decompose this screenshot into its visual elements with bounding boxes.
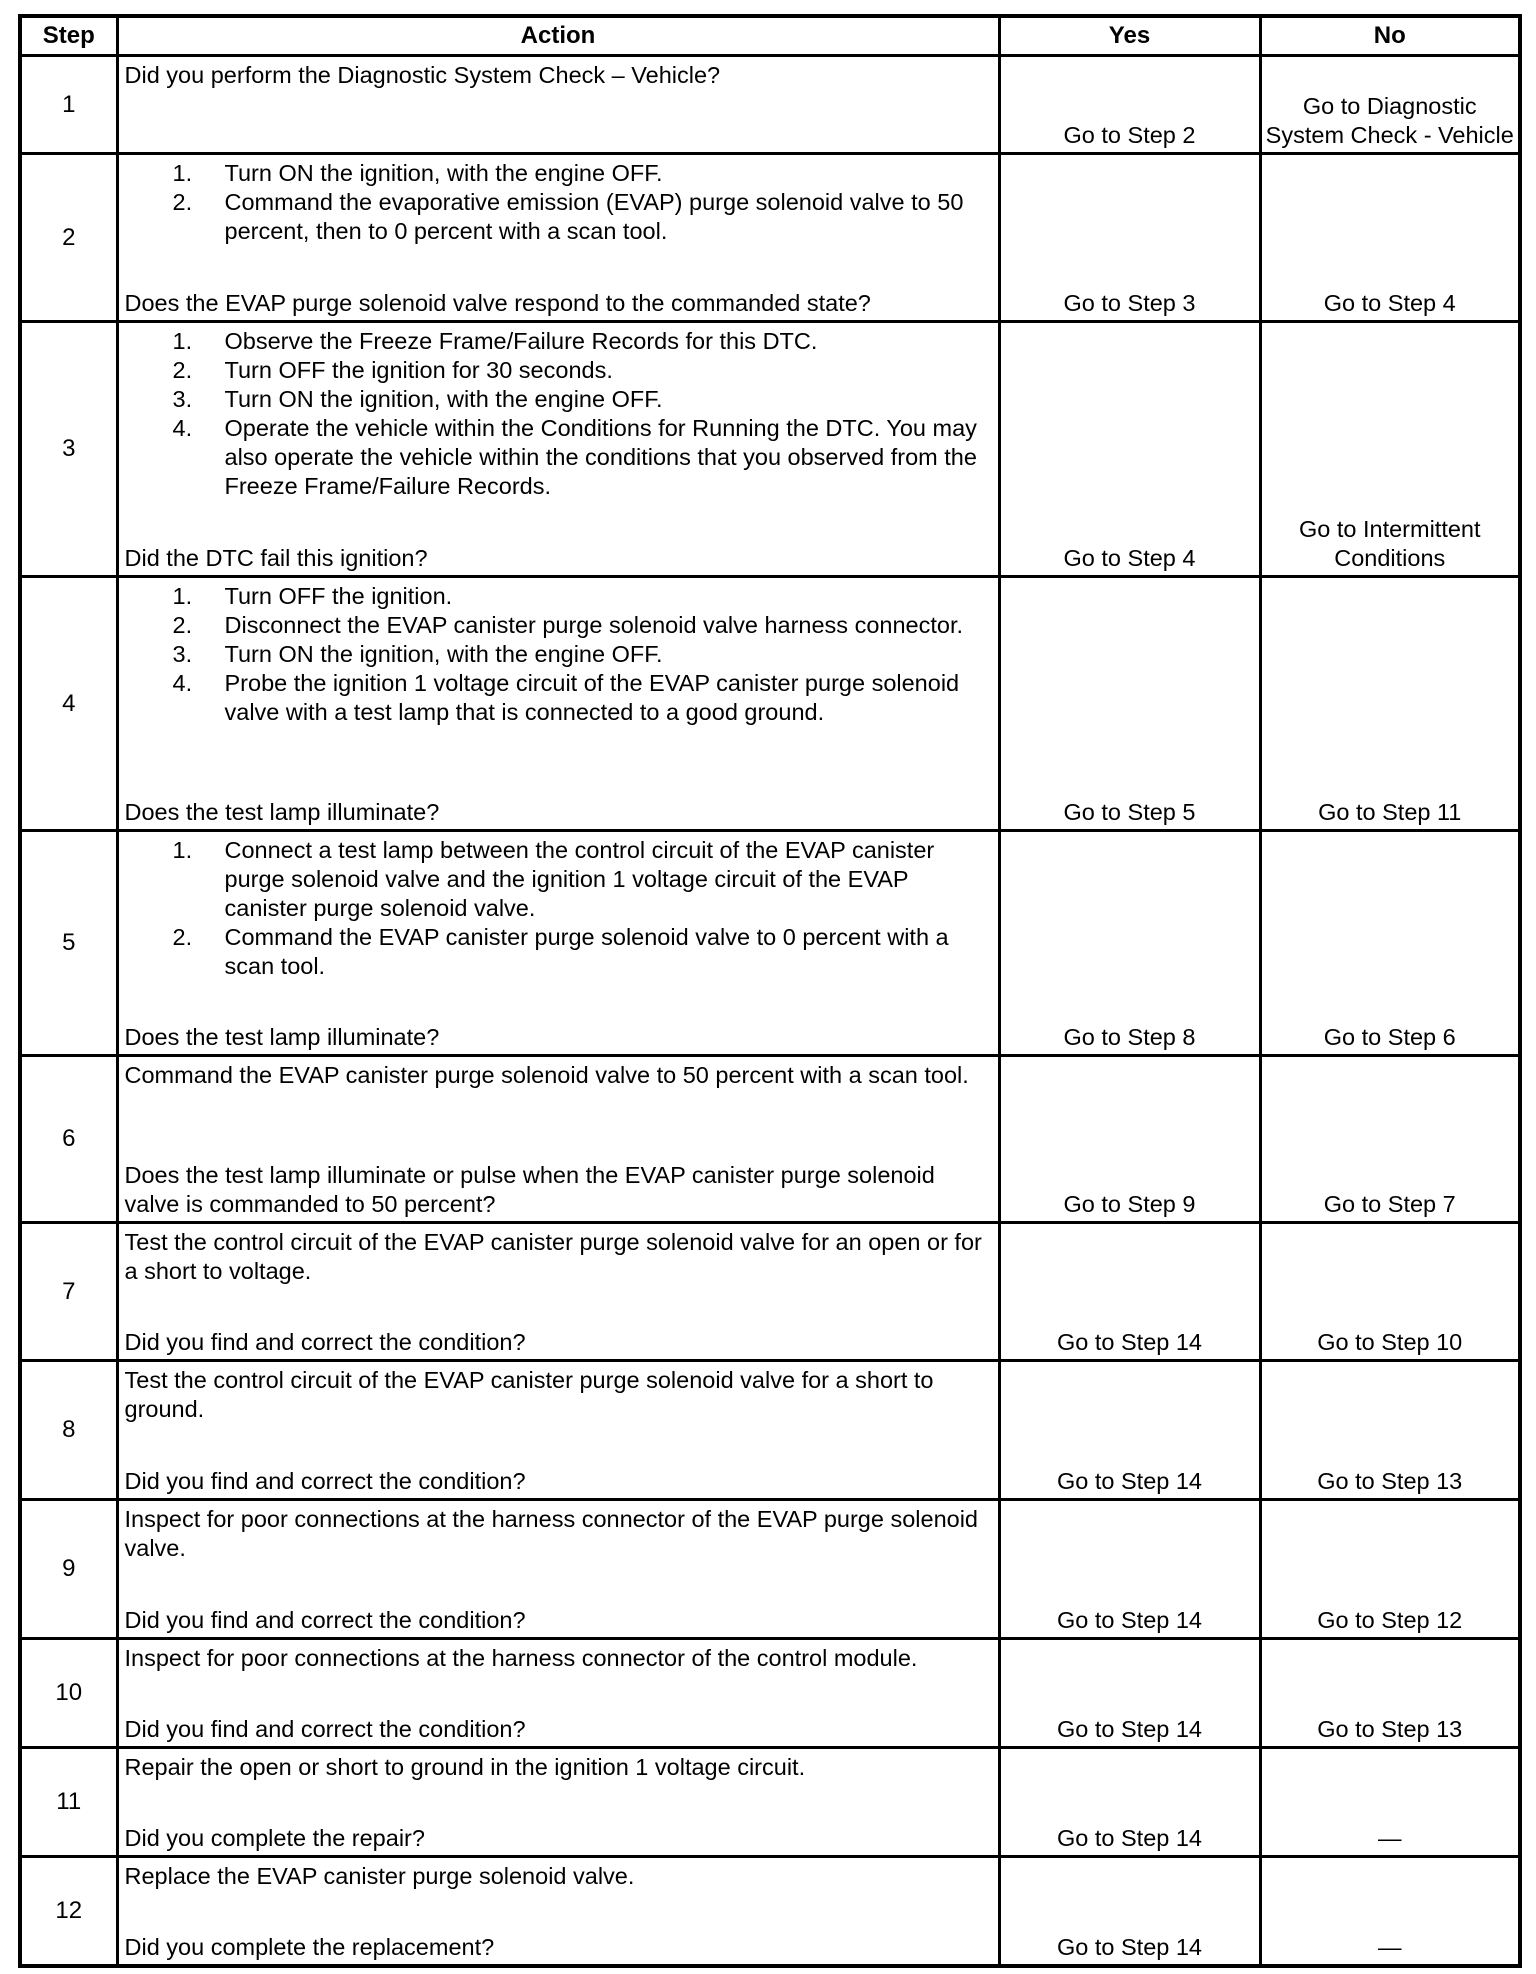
numbered-steps xyxy=(125,159,992,246)
step-number: 9 xyxy=(20,1500,117,1639)
header-no: No xyxy=(1260,16,1520,56)
action-cell xyxy=(117,1639,999,1748)
table-body xyxy=(20,56,1520,1967)
step-item-text: Turn ON the ignition, with the engine OFF. xyxy=(224,641,663,667)
step-number: 7 xyxy=(20,1223,117,1361)
action-content xyxy=(125,327,992,573)
action-instructions xyxy=(125,1862,992,1891)
numbered-step-item xyxy=(125,836,992,923)
action-content xyxy=(125,159,992,318)
numbered-steps xyxy=(125,582,992,727)
no-outcome: Go to Step 6 xyxy=(1260,831,1520,1056)
action-paragraph: Inspect for poor connections at the harness connector of the control module. xyxy=(124,1645,918,1671)
no-outcome: Go to Step 7 xyxy=(1260,1056,1520,1223)
table-row xyxy=(20,577,1520,831)
action-question: Did the DTC fail this ignition? xyxy=(124,545,428,571)
yes-outcome: Go to Step 9 xyxy=(999,1056,1260,1223)
step-number: 2 xyxy=(20,154,117,322)
step-item-text: Turn OFF the ignition for 30 seconds. xyxy=(224,357,613,383)
action-question: Did you complete the replacement? xyxy=(124,1934,495,1960)
step-number: 6 xyxy=(20,1056,117,1223)
action-question: Does the test lamp illuminate? xyxy=(124,799,440,825)
yes-outcome: Go to Step 14 xyxy=(999,1500,1260,1639)
action-content xyxy=(125,1644,992,1744)
action-cell xyxy=(117,56,999,154)
header-action: Action xyxy=(117,16,999,56)
step-item-text: Command the evaporative emission (EVAP) purge solenoid valve to 50 percent, then to 0 percent with a scan tool. xyxy=(224,189,964,244)
header-row xyxy=(20,16,1520,56)
action-cell xyxy=(117,154,999,322)
step-item-number: 2. xyxy=(172,189,193,215)
step-item-number: 1. xyxy=(172,160,193,186)
step-item-text: Observe the Freeze Frame/Failure Records for this DTC. xyxy=(224,328,818,354)
numbered-step-item xyxy=(125,582,992,611)
action-cell xyxy=(117,577,999,831)
table-row xyxy=(20,56,1520,154)
action-instructions xyxy=(125,1061,992,1090)
action-question: Did you find and correct the condition? xyxy=(124,1329,526,1355)
yes-outcome: Go to Step 14 xyxy=(999,1223,1260,1361)
header-step: Step xyxy=(20,16,117,56)
step-item-number: 2. xyxy=(172,612,193,638)
numbered-step-item xyxy=(125,414,992,501)
no-outcome: Go to Diagnostic System Check - Vehicle xyxy=(1260,56,1520,154)
numbered-step-item xyxy=(125,188,992,246)
action-paragraph: Test the control circuit of the EVAP canister purge solenoid valve for an open or for a short to voltage. xyxy=(124,1229,982,1284)
no-outcome: Go to Step 10 xyxy=(1260,1223,1520,1361)
numbered-step-item xyxy=(125,385,992,414)
table-row xyxy=(20,1748,1520,1857)
step-number: 1 xyxy=(20,56,117,154)
action-content xyxy=(125,1061,992,1219)
step-number: 5 xyxy=(20,831,117,1056)
action-question: Did you complete the repair? xyxy=(124,1825,425,1851)
numbered-step-item xyxy=(125,159,992,188)
numbered-step-item xyxy=(125,640,992,669)
table-row xyxy=(20,154,1520,322)
action-paragraph: Did you perform the Diagnostic System Check – Vehicle? xyxy=(124,62,721,88)
numbered-step-item xyxy=(125,356,992,385)
yes-outcome: Go to Step 14 xyxy=(999,1361,1260,1500)
action-question: Does the EVAP purge solenoid valve respond to the commanded state? xyxy=(124,290,871,316)
table-row xyxy=(20,1857,1520,1967)
yes-outcome: Go to Step 8 xyxy=(999,831,1260,1056)
yes-outcome: Go to Step 14 xyxy=(999,1748,1260,1857)
step-item-number: 1. xyxy=(172,583,193,609)
action-question: Does the test lamp illuminate? xyxy=(124,1024,440,1050)
table-row xyxy=(20,1639,1520,1748)
table-row xyxy=(20,1056,1520,1223)
action-cell xyxy=(117,1857,999,1967)
action-cell xyxy=(117,322,999,577)
no-outcome: Go to Intermittent Conditions xyxy=(1260,322,1520,577)
step-item-number: 2. xyxy=(172,924,193,950)
action-cell xyxy=(117,1056,999,1223)
action-cell xyxy=(117,1223,999,1361)
step-item-text: Disconnect the EVAP canister purge solenoid valve harness connector. xyxy=(224,612,964,638)
no-outcome: Go to Step 11 xyxy=(1260,577,1520,831)
action-paragraph: Inspect for poor connections at the harness connector of the EVAP purge solenoid valve. xyxy=(124,1506,979,1561)
action-question: Did you find and correct the condition? xyxy=(124,1716,526,1742)
no-outcome: Go to Step 12 xyxy=(1260,1500,1520,1639)
action-instructions xyxy=(125,1753,992,1782)
action-content xyxy=(125,1862,992,1962)
no-outcome: — xyxy=(1260,1857,1520,1967)
step-item-number: 3. xyxy=(172,641,193,667)
action-paragraph: Repair the open or short to ground in the ignition 1 voltage circuit. xyxy=(124,1754,806,1780)
yes-outcome: Go to Step 14 xyxy=(999,1857,1260,1967)
action-instructions xyxy=(125,1366,992,1424)
action-cell xyxy=(117,1500,999,1639)
table-row xyxy=(20,831,1520,1056)
action-content xyxy=(125,1505,992,1635)
action-cell xyxy=(117,1748,999,1857)
action-instructions xyxy=(125,582,992,727)
action-content xyxy=(125,61,992,150)
numbered-step-item xyxy=(125,923,992,981)
step-number: 4 xyxy=(20,577,117,831)
numbered-step-item xyxy=(125,327,992,356)
step-item-number: 3. xyxy=(172,386,193,412)
action-instructions xyxy=(125,1644,992,1673)
action-instructions xyxy=(125,327,992,501)
step-number: 12 xyxy=(20,1857,117,1967)
yes-outcome: Go to Step 5 xyxy=(999,577,1260,831)
step-item-number: 4. xyxy=(172,670,193,696)
yes-outcome: Go to Step 3 xyxy=(999,154,1260,322)
action-cell xyxy=(117,1361,999,1500)
action-instructions xyxy=(125,159,992,246)
header-yes: Yes xyxy=(999,16,1260,56)
step-item-text: Turn OFF the ignition. xyxy=(224,583,453,609)
action-paragraph: Command the EVAP canister purge solenoid valve to 50 percent with a scan tool. xyxy=(124,1062,969,1088)
diagnostic-table xyxy=(18,14,1522,1968)
no-outcome: — xyxy=(1260,1748,1520,1857)
no-outcome: Go to Step 13 xyxy=(1260,1361,1520,1500)
step-number: 8 xyxy=(20,1361,117,1500)
step-item-text: Command the EVAP canister purge solenoid valve to 0 percent with a scan tool. xyxy=(224,924,949,979)
table-row xyxy=(20,1223,1520,1361)
action-content xyxy=(125,1366,992,1496)
action-question: Did you find and correct the condition? xyxy=(124,1468,526,1494)
step-item-number: 4. xyxy=(172,415,193,441)
action-question: Did you find and correct the condition? xyxy=(124,1607,526,1633)
step-number: 10 xyxy=(20,1639,117,1748)
table-row xyxy=(20,1500,1520,1639)
table-row xyxy=(20,322,1520,577)
numbered-step-item xyxy=(125,611,992,640)
step-item-number: 1. xyxy=(172,328,193,354)
yes-outcome: Go to Step 4 xyxy=(999,322,1260,577)
step-item-text: Probe the ignition 1 voltage circuit of the EVAP canister purge solenoid valve with a test lamp that is connected to a good ground. xyxy=(224,670,960,725)
step-number: 3 xyxy=(20,322,117,577)
numbered-steps xyxy=(125,836,992,981)
action-cell xyxy=(117,831,999,1056)
numbered-steps xyxy=(125,327,992,501)
action-paragraph: Replace the EVAP canister purge solenoid valve. xyxy=(124,1863,635,1889)
table-row xyxy=(20,1361,1520,1500)
action-content xyxy=(125,582,992,827)
yes-outcome: Go to Step 14 xyxy=(999,1639,1260,1748)
action-paragraph: Test the control circuit of the EVAP canister purge solenoid valve for a short to ground. xyxy=(124,1367,934,1422)
step-item-text: Connect a test lamp between the control circuit of the EVAP canister purge solenoid valve and the ignition 1 voltage circuit of the EVAP canister purge solenoid valve. xyxy=(224,837,935,921)
step-item-text: Turn ON the ignition, with the engine OFF. xyxy=(224,160,663,186)
no-outcome: Go to Step 4 xyxy=(1260,154,1520,322)
numbered-step-item xyxy=(125,669,992,727)
action-content xyxy=(125,836,992,1052)
action-instructions xyxy=(125,61,992,90)
no-outcome: Go to Step 13 xyxy=(1260,1639,1520,1748)
step-item-number: 2. xyxy=(172,357,193,383)
step-number: 11 xyxy=(20,1748,117,1857)
action-instructions xyxy=(125,1505,992,1563)
action-question: Does the test lamp illuminate or pulse when the EVAP canister purge solenoid valve is commanded to 50 percent? xyxy=(124,1162,935,1217)
action-instructions xyxy=(125,1228,992,1286)
step-item-text: Operate the vehicle within the Conditions for Running the DTC. You may also operate the vehicle within the conditions that you observed from the Freeze Frame/Failure Records. xyxy=(224,415,977,499)
action-content xyxy=(125,1753,992,1853)
yes-outcome: Go to Step 2 xyxy=(999,56,1260,154)
step-item-number: 1. xyxy=(172,837,193,863)
action-instructions xyxy=(125,836,992,981)
action-content xyxy=(125,1228,992,1357)
step-item-text: Turn ON the ignition, with the engine OFF. xyxy=(224,386,663,412)
